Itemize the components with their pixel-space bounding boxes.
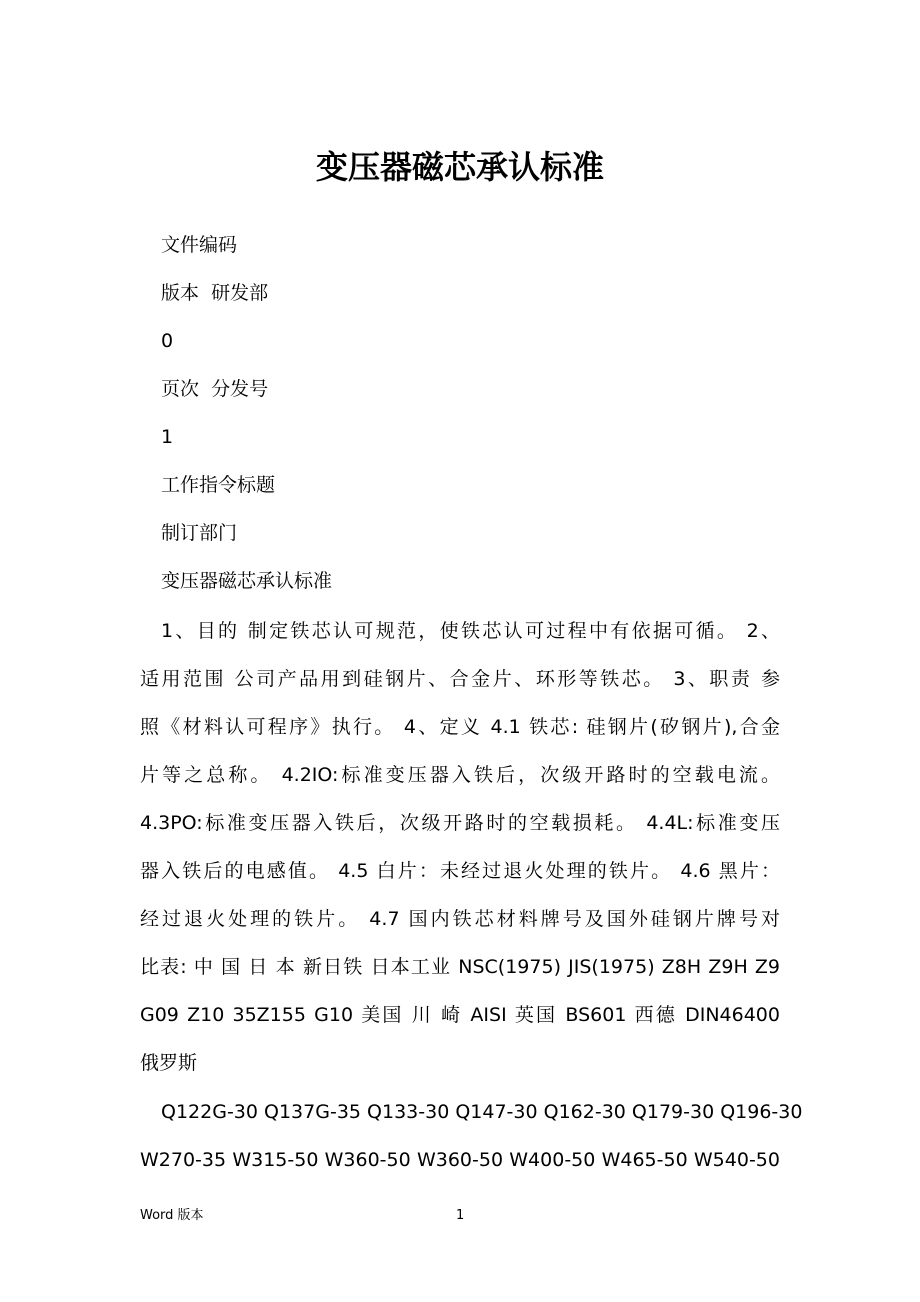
body-line: 比表: 中 国 日 本 新日铁 日本工业 NSC(1975) JIS(1975) Z8H Z9H Z9 [140, 956, 780, 978]
body-line: 照《材料认可程序》执行。 4、定义 4.1 铁芯: 硅钢片(矽钢片),合金 [140, 716, 780, 738]
header-line: 版本 研发部 [161, 282, 269, 304]
header-line: 0 [161, 330, 174, 352]
header-line: 变压器磁芯承认标准 [161, 570, 333, 592]
body-line: 适用范围 公司产品用到硅钢片、合金片、环形等铁芯。 3、职责 参 [140, 668, 780, 690]
footer-label: Word 版本 [140, 1208, 204, 1223]
header-line: 文件编码 [161, 234, 238, 256]
header-line: 1 [161, 426, 174, 448]
body-line: 器入铁后的电感值。 4.5 白片：未经过退火处理的铁片。 4.6 黑片： [140, 860, 780, 882]
page-number: 1 [456, 1208, 465, 1223]
body-line: 经过退火处理的铁片。 4.7 国内铁芯材料牌号及国外硅钢片牌号对 [140, 908, 780, 930]
body-line: 4.3PO:标准变压器入铁后，次级开路时的空载损耗。 4.4L:标准变压 [140, 812, 780, 834]
grade-line: Q122G-30 Q137G-35 Q133-30 Q147-30 Q162-30 Q179-30 Q196-30 [161, 1101, 803, 1123]
header-line: 页次 分发号 [161, 378, 269, 400]
grade-line: W270-35 W315-50 W360-50 W360-50 W400-50 W465-50 W540-50 [140, 1149, 780, 1171]
body-line: G09 Z10 35Z155 G10 美国 川 崎 AISI 英国 BS601 西德 DIN46400 [140, 1004, 780, 1026]
body-line: 俄罗斯 [140, 1052, 198, 1074]
header-line: 制订部门 [161, 522, 238, 544]
header-line: 工作指令标题 [161, 474, 276, 496]
body-line: 1、目的 制定铁芯认可规范，使铁芯认可过程中有依据可循。 2、 [161, 620, 780, 642]
body-line: 片等之总称。 4.2IO:标准变压器入铁后，次级开路时的空载电流。 [140, 764, 780, 786]
document-title: 变压器磁芯承认标准 [315, 148, 604, 186]
